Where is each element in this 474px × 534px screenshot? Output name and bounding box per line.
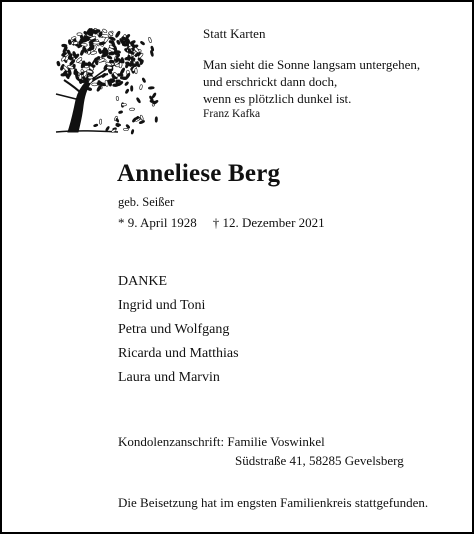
leaf <box>121 103 126 106</box>
leaf <box>139 84 142 89</box>
family-member-line: Ingrid und Toni <box>118 298 206 313</box>
leaf <box>115 80 120 83</box>
family-member-line: Petra und Wolfgang <box>118 322 230 337</box>
leaf <box>105 126 110 132</box>
leaf <box>88 76 93 79</box>
leaf <box>155 117 158 123</box>
quote-line: und erschrickt dann doch, <box>203 74 338 89</box>
condolence-address <box>118 432 404 470</box>
leaf <box>101 73 107 78</box>
leaf <box>148 86 154 89</box>
leaf <box>99 119 101 124</box>
leaf <box>77 33 82 36</box>
leaf <box>127 55 130 61</box>
thanks-heading: DANKE <box>118 274 167 289</box>
leaf <box>135 68 138 74</box>
leaf <box>93 124 98 127</box>
quote-author: Franz Kafka <box>203 108 261 120</box>
tree-with-falling-leaves-icon <box>38 20 160 138</box>
family-member-line: Ricarda und Matthias <box>118 346 239 361</box>
leaf <box>115 31 121 38</box>
leaf <box>87 87 92 91</box>
maiden-name: geb. Seißer <box>118 195 175 209</box>
quote-line: wenn es plötzlich dunkel ist. <box>203 91 352 106</box>
death-date: † 12. Dezember 2021 <box>212 215 325 230</box>
leaf <box>116 96 119 100</box>
condolence-address-line-2: Südstraße 41, 58285 Gevelsberg <box>235 453 404 468</box>
leaf <box>125 73 131 80</box>
leaf <box>102 28 108 33</box>
leaf <box>120 67 126 75</box>
birth-date: * 9. April 1928 <box>118 215 197 230</box>
leaf <box>131 129 134 134</box>
leaf <box>90 51 97 55</box>
leaf <box>124 81 129 86</box>
quote-line: Man sieht die Sonne langsam untergehen, <box>203 57 421 72</box>
leaf <box>136 97 141 103</box>
leaf <box>114 50 120 53</box>
thanks-block <box>118 270 239 390</box>
leaf <box>89 46 94 49</box>
leaf <box>125 89 130 94</box>
leaf <box>72 51 76 58</box>
leaf <box>93 41 100 44</box>
header-block <box>203 26 463 122</box>
leaf <box>139 120 145 124</box>
condolence-address-line-1: Kondolenzanschrift: Familie Voswinkel <box>118 434 325 449</box>
family-member-line: Laura und Marvin <box>118 370 220 385</box>
leaf <box>116 118 120 123</box>
statt-karten-label: Statt Karten <box>203 26 266 41</box>
leaf <box>129 108 134 111</box>
deceased-name: Anneliese Berg <box>117 160 281 187</box>
leaf <box>109 60 114 63</box>
leaf <box>56 61 60 66</box>
leaf <box>128 49 130 54</box>
leaf <box>118 110 123 114</box>
leaf <box>148 37 152 43</box>
burial-note: Die Beisetzung hat im engsten Familienkreis stattgefunden. <box>118 495 429 510</box>
life-dates <box>118 215 325 231</box>
leaf <box>140 41 145 46</box>
leaf <box>98 48 102 54</box>
leaf <box>142 77 146 83</box>
leaf <box>110 79 115 82</box>
leaf <box>92 83 98 86</box>
leaf <box>80 49 85 55</box>
leaf <box>68 39 72 44</box>
leaf <box>130 85 133 91</box>
quote <box>203 56 463 122</box>
leaf <box>123 128 128 130</box>
